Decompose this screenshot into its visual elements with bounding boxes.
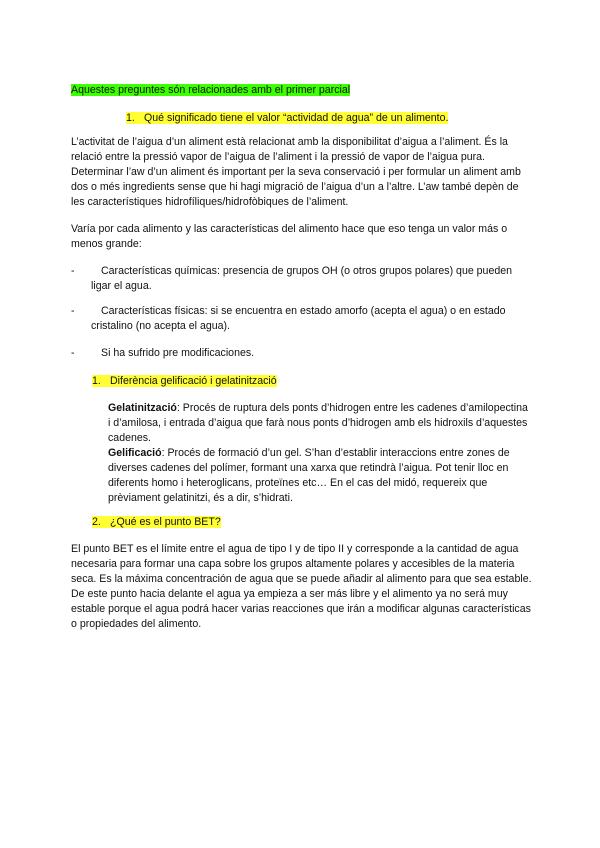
question-1-highlight — [126, 112, 448, 124]
gelificacio-definition — [108, 446, 533, 506]
section-2-heading — [92, 515, 532, 530]
list-item — [71, 264, 533, 294]
variation-paragraph: Varía por cada alimento y las características del alimento hace que eso tenga un valor más o menos grande: — [71, 223, 508, 250]
section-2-highlight — [92, 516, 221, 528]
bullet-text — [91, 346, 533, 361]
intro-highlight: Aquestes preguntes són relacionades amb el primer parcial — [71, 84, 351, 96]
gelatinitzacio-text: : Procés de ruptura dels ponts d’hidrogen entre les cadenes d’amilopectina i d’amilosa, i entrada d’aigua que farà nous ponts d’hidrogen amb els hidroxils d’aquestes cadenes. — [108, 402, 528, 444]
bullet-dash: - — [71, 265, 75, 277]
bullet-dash: - — [71, 305, 75, 317]
question-1-text: Qué significado tiene el valor “actividad de agua” de un alimento. — [144, 112, 449, 124]
bullet-text-content: Características físicas: si se encuentra en estado amorfo (acepta el agua) o en estado cristalino (no acepta el agua). — [91, 305, 506, 332]
bullet-dash: - — [71, 347, 75, 359]
gelificacio-term: Gelificació — [108, 447, 162, 459]
bullet-text-content: Si ha sufrido pre modificaciones. — [101, 347, 255, 359]
section-2-number: 2. — [92, 516, 101, 528]
gelatinitzacio-term: Gelatinització — [108, 402, 177, 414]
question-1-number: 1. — [126, 112, 135, 124]
list-item — [71, 346, 533, 361]
question-1-heading — [126, 111, 546, 126]
section-1-highlight — [92, 375, 277, 387]
definitions-block — [108, 401, 533, 506]
bullet-text — [91, 264, 533, 294]
section-1-number: 1. — [92, 375, 101, 387]
water-activity-paragraph: L’activitat de l’aigua d’un aliment està relacionat amb la disponibilitat d’aigua a l’aliment. És la relació entre la pressió vapor de l’aigua de l’aliment i la pressió de vapor de l’aigua pura. Determinar l’aw d’un aliment és important per la seva conservació i per formular un aliment amb dos o més ingredients sense que hi hagi migració de l’aigua d’un a l’altre. L’aw també depèn de les característiques hidrofíliques/hidrofòbiques de l’aliment. — [71, 136, 521, 208]
section-1-heading — [92, 374, 532, 389]
gelatinitzacio-definition — [108, 401, 533, 446]
section-1-text: Diferència gelificació i gelatinització — [110, 375, 277, 387]
bet-paragraph: El punto BET es el límite entre el agua de tipo I y de tipo II y corresponde a la cantidad de agua necesaria para formar una capa sobre los grupos altamente polares y accesibles de la materia seca. Es la máxima concentración de agua que se puede añadir al alimento para que sea estable. De este punto hacia delante el agua ya empieza a ser más libre y el alimento ya no será muy estable porque el agua podrá hacer varias reacciones que irán a modificar algunas características o propiedades del alimento. — [71, 543, 532, 630]
intro-line — [71, 83, 541, 98]
list-item — [71, 304, 533, 334]
gelificacio-text: : Procés de formació d’un gel. S’han d’establir interaccions entre zones de diverses cadenes del polímer, formant una xarxa que retindrà l’aigua. Pot tenir lloc en diferents homo i heteroglicans, proteïnes etc… En el cas del midó, requereix que prèviament gelatinitzi, és a dir, s’hidrati. — [108, 447, 510, 504]
section-2-text: ¿Qué es el punto BET? — [110, 516, 221, 528]
bullet-text — [91, 304, 533, 334]
bullet-text-content: Características químicas: presencia de grupos OH (o otros grupos polares) que pueden ligar el agua. — [91, 265, 513, 292]
